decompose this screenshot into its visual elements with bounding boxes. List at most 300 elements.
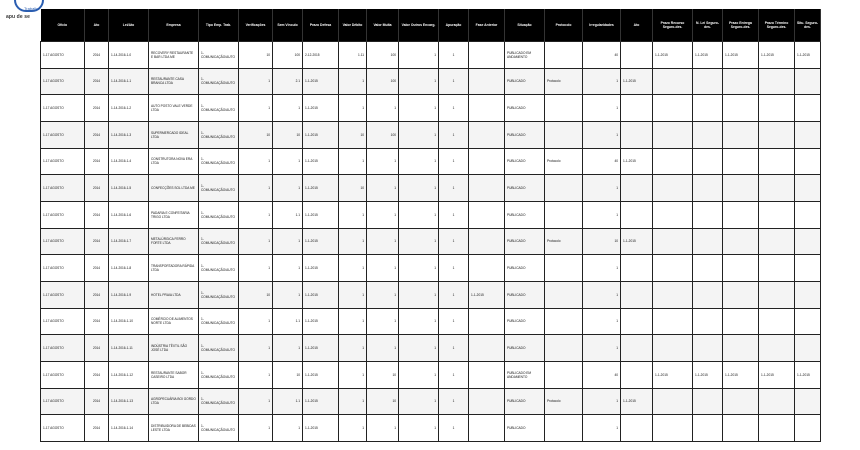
table-row[interactable] bbox=[41, 388, 821, 415]
table-cell: CONSTRUTORA NOVA ERA LTDA bbox=[149, 148, 199, 175]
table-cell: SUPERMERCADO IDEAL LTDA bbox=[149, 121, 199, 148]
table-cell bbox=[759, 388, 795, 415]
table-cell: 1 bbox=[439, 415, 469, 442]
table-cell: 1 bbox=[273, 228, 303, 255]
table-cell: 1-14-2016-1-2 bbox=[109, 95, 149, 122]
table-cell: 1 bbox=[399, 95, 439, 122]
table-cell: 1-1-2015 bbox=[759, 42, 795, 69]
table-cell bbox=[653, 68, 693, 95]
column-header[interactable]: Verificações bbox=[239, 9, 273, 42]
table-cell bbox=[653, 228, 693, 255]
table-cell bbox=[545, 281, 583, 308]
table-cell: 1 bbox=[399, 281, 439, 308]
column-header[interactable]: Ato bbox=[85, 9, 109, 42]
table-cell bbox=[545, 415, 583, 442]
table-cell bbox=[653, 175, 693, 202]
column-header[interactable]: Situ. Seguro-des. bbox=[795, 9, 821, 42]
table-row[interactable] bbox=[41, 415, 821, 442]
table-cell bbox=[621, 281, 653, 308]
column-header[interactable]: Prazo Recurso Seguro-des. bbox=[653, 9, 693, 42]
table-cell: 1 bbox=[583, 335, 621, 362]
table-cell: Protocolo bbox=[545, 228, 583, 255]
table-cell bbox=[621, 335, 653, 362]
table-cell: 1-17 AGOSTO bbox=[41, 361, 85, 388]
table-cell: 1-COMUNICAÇÃO/AUTO bbox=[199, 388, 239, 415]
table-cell bbox=[653, 308, 693, 335]
table-cell: Protocolo bbox=[545, 388, 583, 415]
table-cell: 2014 bbox=[85, 148, 109, 175]
table-cell: 1-COMUNICAÇÃO/AUTO bbox=[199, 361, 239, 388]
table-cell bbox=[759, 281, 795, 308]
table-cell: 1 bbox=[399, 361, 439, 388]
table-cell: 1-1-2015 bbox=[795, 361, 821, 388]
table-cell: 1 bbox=[339, 148, 367, 175]
table-cell bbox=[723, 148, 759, 175]
table-cell: 1-1-2015 bbox=[621, 388, 653, 415]
table-cell: 1-1-2015 bbox=[303, 95, 339, 122]
table-cell: PUBLICADO bbox=[505, 148, 545, 175]
table-cell bbox=[795, 388, 821, 415]
column-header[interactable]: Situação bbox=[505, 9, 545, 42]
table-cell: 2014 bbox=[85, 361, 109, 388]
table-cell bbox=[653, 201, 693, 228]
table-cell bbox=[469, 388, 505, 415]
table-cell: 1 bbox=[399, 308, 439, 335]
table-cell: 1 bbox=[339, 95, 367, 122]
table-cell: PUBLICADO bbox=[505, 228, 545, 255]
table-cell bbox=[653, 95, 693, 122]
table-cell: 1-1-2015 bbox=[621, 228, 653, 255]
table-cell bbox=[621, 201, 653, 228]
table-cell bbox=[469, 201, 505, 228]
table-cell: PUBLICADO EM ANDAMENTO bbox=[505, 361, 545, 388]
column-header[interactable]: Valor Outros Encarg. bbox=[399, 9, 439, 42]
table-cell: PUBLICADO bbox=[505, 415, 545, 442]
table-cell: 100 bbox=[367, 42, 399, 69]
table-cell: 2014 bbox=[85, 255, 109, 282]
table-cell: 10 bbox=[367, 388, 399, 415]
table-cell: 1-1-2015 bbox=[303, 388, 339, 415]
table-cell: 1 bbox=[439, 281, 469, 308]
table-cell bbox=[693, 68, 723, 95]
table-cell: 1-1-2015 bbox=[303, 201, 339, 228]
table-cell: 1-COMUNICAÇÃO/AUTO bbox=[199, 335, 239, 362]
table-cell: 1 bbox=[367, 95, 399, 122]
table-cell: 1-COMUNICAÇÃO/AUTO bbox=[199, 228, 239, 255]
table-cell bbox=[759, 121, 795, 148]
table-cell: 1-14-2016-1-8 bbox=[109, 255, 149, 282]
column-header[interactable]: N. Lei Seguro-des. bbox=[693, 9, 723, 42]
table-cell: RECOVERY RESTAURANTE E BAR LTDA ME bbox=[149, 42, 199, 69]
table-cell: 2014 bbox=[85, 95, 109, 122]
table-cell bbox=[545, 308, 583, 335]
table-cell: 1 bbox=[339, 308, 367, 335]
records-table bbox=[40, 9, 821, 442]
column-header[interactable]: Valor Débito bbox=[339, 9, 367, 42]
table-cell: 2014 bbox=[85, 175, 109, 202]
table-cell: 1 bbox=[367, 201, 399, 228]
table-cell: 10 bbox=[367, 361, 399, 388]
table-cell: 1 bbox=[273, 281, 303, 308]
table-cell: 1 bbox=[583, 308, 621, 335]
table-cell: 1 bbox=[399, 175, 439, 202]
table-cell: 1-17 AGOSTO bbox=[41, 42, 85, 69]
table-cell: 1-17 AGOSTO bbox=[41, 201, 85, 228]
table-cell: 1.11 bbox=[339, 42, 367, 69]
table-row[interactable] bbox=[41, 361, 821, 388]
table-cell: RESTAURANTE SABOR CASEIRO LTDA bbox=[149, 361, 199, 388]
table-cell bbox=[469, 42, 505, 69]
table-cell: 10 bbox=[239, 42, 273, 69]
table-cell: 1-14-2016-1-4 bbox=[109, 148, 149, 175]
table-cell: 1 bbox=[339, 201, 367, 228]
table-cell: 1 bbox=[367, 415, 399, 442]
table-cell: PUBLICADO bbox=[505, 121, 545, 148]
table-cell: PUBLICADO bbox=[505, 255, 545, 282]
table-cell: 1-COMUNICAÇÃO/AUTO bbox=[199, 281, 239, 308]
table-cell: 1 bbox=[273, 148, 303, 175]
table-cell: 1 bbox=[273, 415, 303, 442]
table-cell bbox=[469, 335, 505, 362]
table-cell bbox=[795, 228, 821, 255]
column-header[interactable]: Empresa bbox=[149, 9, 199, 42]
table-cell: 40 bbox=[583, 361, 621, 388]
table-header-row bbox=[41, 9, 821, 42]
table-cell: 1-COMUNICAÇÃO/AUTO bbox=[199, 95, 239, 122]
table-cell: 1.1 bbox=[273, 201, 303, 228]
table-cell: 1-14-2016-1-14 bbox=[109, 415, 149, 442]
table-cell: 1 bbox=[339, 388, 367, 415]
table-cell bbox=[545, 255, 583, 282]
table-cell: PUBLICADO bbox=[505, 308, 545, 335]
table-cell bbox=[621, 175, 653, 202]
table-cell bbox=[723, 95, 759, 122]
table-cell bbox=[693, 255, 723, 282]
table-cell: 1 bbox=[367, 335, 399, 362]
table-cell bbox=[759, 308, 795, 335]
table-cell: 1 bbox=[367, 281, 399, 308]
table-cell: 1 bbox=[583, 201, 621, 228]
table-cell: 1-17 AGOSTO bbox=[41, 175, 85, 202]
table-cell: 1-14-2016-1-3 bbox=[109, 121, 149, 148]
table-cell: 40 bbox=[583, 42, 621, 69]
table-cell: 1-COMUNICAÇÃO/AUTO bbox=[199, 42, 239, 69]
table-cell: 10 bbox=[339, 175, 367, 202]
table-cell: 1-17 AGOSTO bbox=[41, 335, 85, 362]
table-cell: 1-14-2016-1-9 bbox=[109, 281, 149, 308]
table-cell: RESTAURANTE CASA BRANCA LTDA bbox=[149, 68, 199, 95]
table-cell bbox=[759, 335, 795, 362]
table-row[interactable] bbox=[41, 42, 821, 69]
table-cell: 1 bbox=[273, 95, 303, 122]
table-cell bbox=[795, 308, 821, 335]
table-cell: 1 bbox=[439, 68, 469, 95]
table-cell bbox=[759, 95, 795, 122]
table-row[interactable] bbox=[41, 335, 821, 362]
table-cell: 1-1-2015 bbox=[303, 228, 339, 255]
table-cell bbox=[621, 361, 653, 388]
table-cell bbox=[723, 68, 759, 95]
table-cell bbox=[469, 361, 505, 388]
table-cell bbox=[469, 228, 505, 255]
table-cell bbox=[469, 175, 505, 202]
table-cell: 1 bbox=[439, 201, 469, 228]
table-cell bbox=[795, 95, 821, 122]
table-cell: 1 bbox=[399, 148, 439, 175]
table-cell bbox=[621, 308, 653, 335]
table-cell: INDÚSTRIA TÊXTIL SÃO JOSÉ LTDA bbox=[149, 335, 199, 362]
table-cell: 1-14-2016-1-6 bbox=[109, 201, 149, 228]
table-cell: 1-17 AGOSTO bbox=[41, 228, 85, 255]
table-cell: 1 bbox=[339, 335, 367, 362]
table-cell: 1-17 AGOSTO bbox=[41, 255, 85, 282]
table-cell: 1-17 AGOSTO bbox=[41, 308, 85, 335]
table-cell: 1-17 AGOSTO bbox=[41, 388, 85, 415]
table-cell: 1 bbox=[239, 361, 273, 388]
table-cell bbox=[693, 201, 723, 228]
table-cell bbox=[759, 255, 795, 282]
table-cell: 1 bbox=[399, 42, 439, 69]
table-cell: 1-14-2016-1-7 bbox=[109, 228, 149, 255]
table-cell bbox=[693, 148, 723, 175]
table-cell: 1-COMUNICAÇÃO/AUTO bbox=[199, 68, 239, 95]
column-header[interactable]: Sem Vínculo bbox=[273, 9, 303, 42]
table-cell bbox=[795, 281, 821, 308]
table-cell: 1-1-2015 bbox=[303, 121, 339, 148]
table-cell bbox=[759, 148, 795, 175]
column-header[interactable]: Irregularidades bbox=[583, 9, 621, 42]
table-row[interactable] bbox=[41, 175, 821, 202]
table-cell: 1 bbox=[399, 68, 439, 95]
table-row[interactable] bbox=[41, 281, 821, 308]
table-cell bbox=[795, 121, 821, 148]
table-cell bbox=[545, 175, 583, 202]
table-cell: 1 bbox=[583, 388, 621, 415]
column-header[interactable]: Prazo Término Seguro-des. bbox=[759, 9, 795, 42]
table-row[interactable] bbox=[41, 255, 821, 282]
table-cell: 10 bbox=[339, 121, 367, 148]
table-cell: 1 bbox=[399, 255, 439, 282]
table-cell: 1 bbox=[439, 308, 469, 335]
table-row[interactable] bbox=[41, 121, 821, 148]
table-cell: 10 bbox=[583, 228, 621, 255]
table-cell: 1-COMUNICAÇÃO/AUTO bbox=[199, 201, 239, 228]
table-cell bbox=[795, 68, 821, 95]
table-cell bbox=[545, 121, 583, 148]
table-cell: 1 bbox=[239, 388, 273, 415]
table-cell: AUTO POSTO VALE VERDE LTDA bbox=[149, 95, 199, 122]
table-cell: PUBLICADO bbox=[505, 68, 545, 95]
table-cell bbox=[723, 175, 759, 202]
table-cell: 1 bbox=[583, 255, 621, 282]
table-cell bbox=[653, 148, 693, 175]
table-cell bbox=[693, 175, 723, 202]
column-header[interactable]: Apuração bbox=[439, 9, 469, 42]
table-cell bbox=[759, 68, 795, 95]
table-cell: 2014 bbox=[85, 388, 109, 415]
table-cell bbox=[795, 148, 821, 175]
table-cell: 2014 bbox=[85, 308, 109, 335]
table-cell: PUBLICADO bbox=[505, 95, 545, 122]
table-cell bbox=[469, 308, 505, 335]
table-cell bbox=[693, 415, 723, 442]
table-cell: 1 bbox=[239, 228, 273, 255]
table-cell: 1-17 AGOSTO bbox=[41, 281, 85, 308]
column-header[interactable]: Ofício bbox=[41, 9, 85, 42]
table-cell: 1-COMUNICAÇÃO/AUTO bbox=[199, 148, 239, 175]
table-cell: 1-1-2015 bbox=[303, 175, 339, 202]
table-cell bbox=[693, 95, 723, 122]
column-header[interactable]: Protocolo bbox=[545, 9, 583, 42]
table-cell bbox=[723, 121, 759, 148]
table-cell: 1 bbox=[239, 255, 273, 282]
table-cell: 1-1-2015 bbox=[303, 308, 339, 335]
column-header[interactable]: Ato bbox=[621, 9, 653, 42]
table-row[interactable] bbox=[41, 68, 821, 95]
table-cell: 1 bbox=[239, 415, 273, 442]
table-cell: 1 bbox=[583, 68, 621, 95]
table-cell: 1 bbox=[367, 175, 399, 202]
table-cell: 1 bbox=[339, 255, 367, 282]
table-row[interactable] bbox=[41, 308, 821, 335]
table-cell: 1 bbox=[439, 335, 469, 362]
table-cell: 2014 bbox=[85, 121, 109, 148]
table-row[interactable] bbox=[41, 201, 821, 228]
table-cell: 1-14-2016-1-12 bbox=[109, 361, 149, 388]
table-cell: 1-1-2015 bbox=[795, 42, 821, 69]
table-cell: 1-1-2015 bbox=[303, 68, 339, 95]
table-cell: HOTEL PRAIA LTDA bbox=[149, 281, 199, 308]
table-cell: 1 bbox=[583, 121, 621, 148]
table-cell: 40 bbox=[583, 148, 621, 175]
table-cell: 1 bbox=[339, 281, 367, 308]
table-cell bbox=[621, 415, 653, 442]
table-cell: 100 bbox=[367, 68, 399, 95]
table-cell bbox=[723, 308, 759, 335]
table-cell: 1 bbox=[399, 388, 439, 415]
table-cell: Protocolo bbox=[545, 68, 583, 95]
table-cell: 1 bbox=[239, 308, 273, 335]
table-cell: 1-17 AGOSTO bbox=[41, 121, 85, 148]
table-cell: 1 bbox=[339, 361, 367, 388]
table-cell: 1 bbox=[439, 95, 469, 122]
table-cell bbox=[653, 121, 693, 148]
table-cell: 1-1-2015 bbox=[469, 281, 505, 308]
table-cell bbox=[723, 201, 759, 228]
table-cell: 1 bbox=[439, 255, 469, 282]
table-cell bbox=[469, 95, 505, 122]
table-cell: 1 bbox=[583, 95, 621, 122]
table-cell: 1 bbox=[339, 228, 367, 255]
table-cell: 1-17 AGOSTO bbox=[41, 68, 85, 95]
table-cell bbox=[469, 121, 505, 148]
table-cell: PADARIA E CONFEITARIA TRIGO LTDA bbox=[149, 201, 199, 228]
table-cell: 1 bbox=[339, 68, 367, 95]
column-header[interactable]: Fase Anterior bbox=[469, 9, 505, 42]
brand-logo-text: Trabalho bbox=[24, 6, 40, 11]
table-cell bbox=[621, 121, 653, 148]
table-cell: 1 bbox=[273, 335, 303, 362]
table-cell bbox=[621, 42, 653, 69]
table-cell: 1-1-2015 bbox=[759, 361, 795, 388]
table-cell: 1-14-2016-1-10 bbox=[109, 308, 149, 335]
table-cell bbox=[545, 42, 583, 69]
table-cell: 10 bbox=[239, 281, 273, 308]
table-cell bbox=[759, 201, 795, 228]
table-cell: 2014 bbox=[85, 42, 109, 69]
table-cell: 2014 bbox=[85, 68, 109, 95]
records-table-container bbox=[40, 9, 820, 442]
column-header[interactable]: Lei/Ato bbox=[109, 9, 149, 42]
table-cell bbox=[653, 281, 693, 308]
table-row[interactable] bbox=[41, 148, 821, 175]
table-cell bbox=[693, 335, 723, 362]
table-cell: 1 bbox=[439, 388, 469, 415]
table-cell: 2014 bbox=[85, 228, 109, 255]
table-row[interactable] bbox=[41, 228, 821, 255]
table-cell: 1 bbox=[439, 228, 469, 255]
column-header[interactable]: Prazo Defesa bbox=[303, 9, 339, 42]
table-cell bbox=[693, 228, 723, 255]
table-cell bbox=[759, 175, 795, 202]
table-cell: 1 bbox=[583, 415, 621, 442]
table-cell: PUBLICADO bbox=[505, 388, 545, 415]
table-cell bbox=[693, 281, 723, 308]
table-cell bbox=[723, 228, 759, 255]
table-cell: 1-COMUNICAÇÃO/AUTO bbox=[199, 308, 239, 335]
table-cell bbox=[621, 255, 653, 282]
table-cell bbox=[693, 121, 723, 148]
table-row[interactable] bbox=[41, 95, 821, 122]
table-cell: PUBLICADO bbox=[505, 201, 545, 228]
table-cell: 1-1-2015 bbox=[693, 361, 723, 388]
table-cell: AGROPECUÁRIA BOI GORDO LTDA bbox=[149, 388, 199, 415]
table-cell bbox=[723, 255, 759, 282]
table-cell: 1-1-2015 bbox=[653, 361, 693, 388]
table-cell: 1 bbox=[239, 68, 273, 95]
table-cell: 1 bbox=[239, 201, 273, 228]
table-cell: 1-COMUNICAÇÃO/AUTO bbox=[199, 175, 239, 202]
column-header[interactable]: Prazo Entrega Seguro-des. bbox=[723, 9, 759, 42]
table-cell: 100 bbox=[367, 121, 399, 148]
column-header[interactable]: Valor Multa bbox=[367, 9, 399, 42]
table-cell: 1-COMUNICAÇÃO/AUTO bbox=[199, 415, 239, 442]
table-cell: 1-14-2016-1-1 bbox=[109, 68, 149, 95]
table-cell bbox=[795, 201, 821, 228]
table-cell bbox=[795, 415, 821, 442]
table-cell: 1-1-2015 bbox=[303, 148, 339, 175]
table-cell: 1 bbox=[439, 175, 469, 202]
table-cell bbox=[795, 255, 821, 282]
table-cell: 2014 bbox=[85, 201, 109, 228]
table-cell: 1 bbox=[239, 175, 273, 202]
table-cell: 1 bbox=[273, 255, 303, 282]
table-cell: 1 bbox=[399, 335, 439, 362]
table-cell: 1 bbox=[439, 148, 469, 175]
table-cell: 10 bbox=[239, 121, 273, 148]
table-cell bbox=[653, 388, 693, 415]
column-header[interactable]: Tipo Emp. Trab. bbox=[199, 9, 239, 42]
table-cell: 1 bbox=[339, 415, 367, 442]
table-cell: 1 bbox=[399, 201, 439, 228]
table-cell: 1 bbox=[439, 42, 469, 69]
table-cell: 1-COMUNICAÇÃO/AUTO bbox=[199, 121, 239, 148]
table-cell: 2014 bbox=[85, 281, 109, 308]
table-cell: TRANSPORTADORA RÁPIDA LTDA bbox=[149, 255, 199, 282]
table-cell bbox=[723, 415, 759, 442]
table-cell: 1 bbox=[583, 281, 621, 308]
table-cell: 1 bbox=[399, 228, 439, 255]
